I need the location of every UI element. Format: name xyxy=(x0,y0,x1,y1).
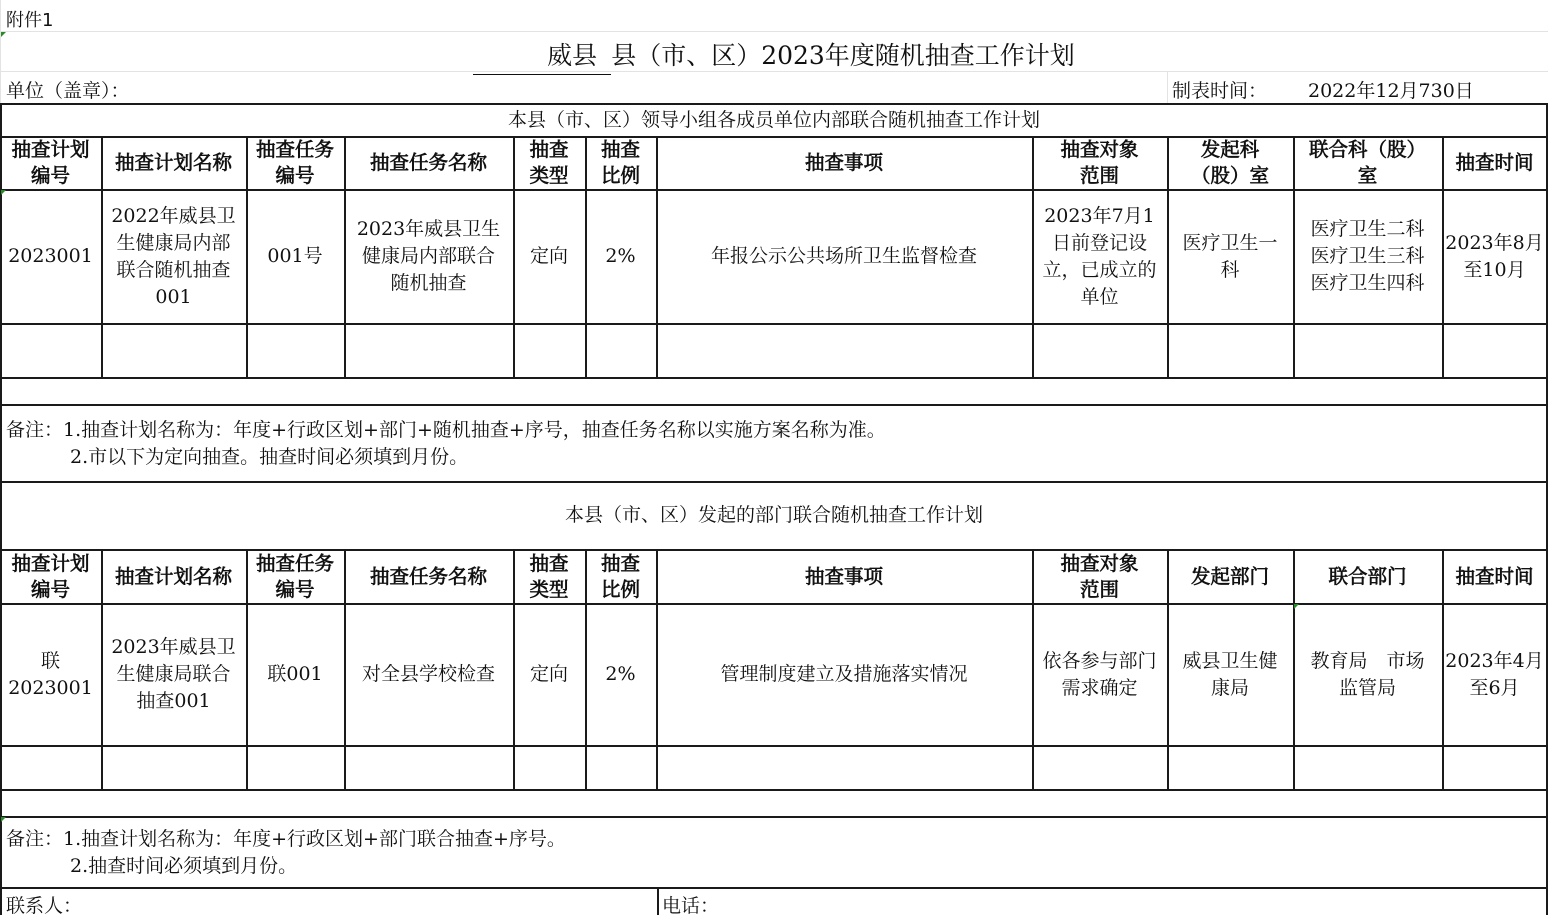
s2-note-line2: 2.抽查时间必须填到月份。 xyxy=(70,855,298,877)
s2-header-plan-number: 抽查计划 编号 xyxy=(11,551,90,601)
s2-header-ratio: 抽查 比例 xyxy=(600,551,640,601)
s1-row-task-number: 001号 xyxy=(267,245,323,267)
date-label: 制表时间： xyxy=(1172,80,1268,102)
title-rest: 县（市、区）2023年度随机抽查工作计划 xyxy=(611,41,1075,70)
phone-label: 电话： xyxy=(662,895,720,917)
s1-header-plan-name: 抽查计划名称 xyxy=(114,151,232,174)
s2-row-type: 定向 xyxy=(529,663,568,685)
s1-header-item: 抽查事项 xyxy=(804,151,883,174)
s1-header-type: 抽查 类型 xyxy=(529,138,569,187)
s1-row-time: 2023年8月 至10月 xyxy=(1445,231,1544,281)
s1-row-ratio: 2% xyxy=(605,245,636,267)
s2-row-plan-number: 联 2023001 xyxy=(8,649,93,699)
s1-header-plan-number: 抽查计划 编号 xyxy=(11,138,90,187)
s2-row-time: 2023年4月 至6月 xyxy=(1445,649,1544,699)
s2-row-joint: 教育局 市场 监管局 xyxy=(1310,649,1425,699)
s1-header-task-name: 抽查任务名称 xyxy=(369,151,487,174)
s2-row-ratio: 2% xyxy=(605,663,636,685)
s2-row-scope: 依各参与部门 需求确定 xyxy=(1042,649,1157,699)
s2-header-task-number: 抽查任务 编号 xyxy=(255,551,334,601)
s2-note-line1: 备注：1.抽查计划名称为：年度+行政区划+部门联合抽查+序号。 xyxy=(6,828,566,850)
s2-header-initiator: 发起部门 xyxy=(1190,564,1269,588)
s1-header-scope: 抽查对象 范围 xyxy=(1060,138,1139,187)
s2-row-plan-name: 2023年威县卫 生健康局联合 抽查001 xyxy=(111,636,236,712)
s1-note-line2: 2.市以下为定向抽查。抽查时间必须填到月份。 xyxy=(70,446,469,468)
s1-row-plan-number: 2023001 xyxy=(8,245,93,267)
page-title xyxy=(0,36,1548,73)
unit-stamp-label: 单位（盖章）： xyxy=(6,80,130,102)
section2-title: 本县（市、区）发起的部门联合随机抽查工作计划 xyxy=(564,504,983,526)
s1-row-item: 年报公示公共场所卫生监督检查 xyxy=(710,245,977,267)
s1-header-time: 抽查时间 xyxy=(1455,151,1534,174)
s1-row-plan-name: 2022年威县卫 生健康局内部 联合随机抽查 001 xyxy=(111,204,236,308)
contact-label: 联系人： xyxy=(6,895,83,917)
s2-header-task-name: 抽查任务名称 xyxy=(369,564,487,588)
s1-row-type: 定向 xyxy=(529,245,568,267)
s1-header-initiator: 发起科 （股）室 xyxy=(1190,138,1269,187)
s2-row-initiator: 威县卫生健 康局 xyxy=(1182,649,1278,699)
date-value: 2022年12月730日 xyxy=(1308,80,1474,102)
s1-row-scope: 2023年7月1 日前登记设 立，已成立的 单位 xyxy=(1042,204,1157,308)
s2-header-joint: 联合部门 xyxy=(1328,564,1407,588)
section1-title: 本县（市、区）领导小组各成员单位内部联合随机抽查工作计划 xyxy=(507,109,1040,131)
title-county: 威县 xyxy=(547,41,598,70)
attachment-label: 附件1 xyxy=(6,10,54,31)
s1-header-task-number: 抽查任务 编号 xyxy=(255,138,334,187)
s1-row-task-name: 2023年威县卫生 健康局内部联合 随机抽查 xyxy=(356,218,501,294)
s1-note-line1: 备注：1.抽查计划名称为：年度+行政区划+部门+随机抽查+序号，抽查任务名称以实施方案名称为准。 xyxy=(6,419,886,441)
s1-header-ratio: 抽查 比例 xyxy=(600,138,640,187)
s2-row-task-number: 联001 xyxy=(267,663,323,685)
s2-row-task-name: 对全县学校检查 xyxy=(361,663,495,685)
s2-header-type: 抽查 类型 xyxy=(529,551,569,601)
s1-header-joint: 联合科（股） 室 xyxy=(1308,138,1426,187)
s1-row-joint: 医疗卫生二科 医疗卫生三科 医疗卫生四科 xyxy=(1310,218,1425,294)
s2-row-item: 管理制度建立及措施落实情况 xyxy=(720,663,968,685)
s2-header-item: 抽查事项 xyxy=(804,564,883,588)
s1-row-initiator: 医疗卫生一 科 xyxy=(1182,231,1278,281)
s2-header-scope: 抽查对象 范围 xyxy=(1060,551,1139,601)
s2-header-time: 抽查时间 xyxy=(1455,564,1534,588)
s2-header-plan-name: 抽查计划名称 xyxy=(114,564,232,588)
